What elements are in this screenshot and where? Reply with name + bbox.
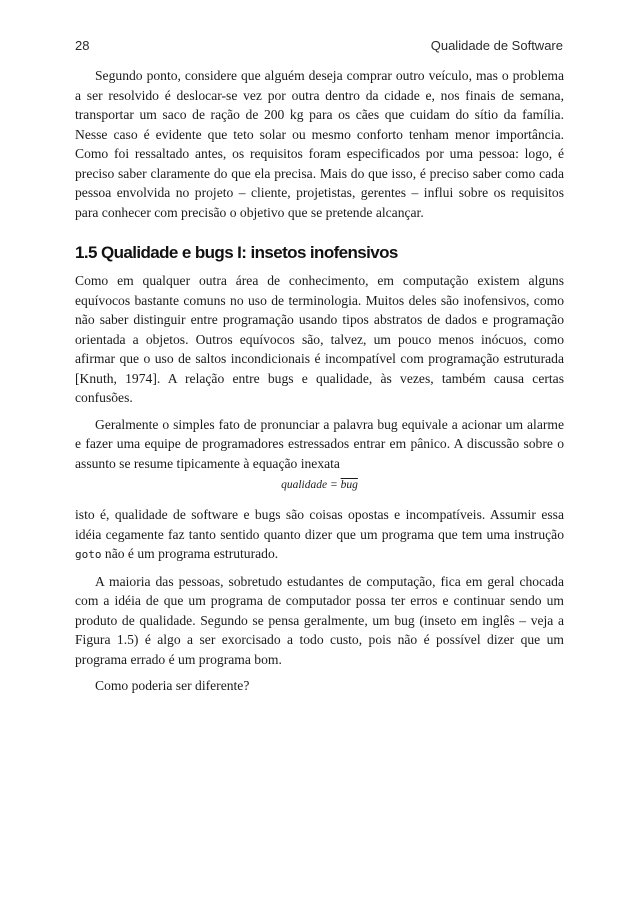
paragraph-6: Como poderia ser diferente? — [95, 678, 250, 693]
running-header — [75, 38, 563, 56]
page-number: 28 — [75, 38, 90, 53]
body-text — [75, 66, 564, 696]
equation-lhs: qualidade — [281, 479, 328, 491]
paragraph-3: Geralmente o simples fato de pronunciar a palavra bug equivale a acionar um alarme e fazer uma equipe de programadores estressados entrar em pânico. A discussão sobre o assunto se resume tipicamente à equação inexata — [75, 416, 564, 471]
paragraph-4-text-a: isto é, qualidade de software e bugs são coisas opostas e incompatíveis. Assumir essa idéia cegamente faz tanto sentido quanto dizer que um programa que tem uma instrução — [75, 507, 564, 542]
equation-rhs: $\overline{bug}$ — [340, 479, 358, 491]
section-heading: 1.5 Qualidade e bugs I: insetos inofensivos — [75, 243, 398, 262]
goto-keyword: goto — [75, 548, 102, 561]
equation-operator: = — [329, 479, 338, 491]
paragraph-5: A maioria das pessoas, sobretudo estudantes de computação, fica em geral chocada com a idéia de que um programa de computador possa ter erros e continuar sendo um produto de qualidade. Segundo se pensa geralmente, um bug (inseto em inglês – veja a Figura 1.5) é algo a ser exorcisado a todo custo, pois não é possível dizer que um programa errado é um programa bom. — [75, 573, 564, 667]
running-title: Qualidade de Software — [430, 38, 563, 53]
equation — [75, 476, 564, 494]
paragraph-1: Segundo ponto, considere que alguém deseja comprar outro veículo, mas o problema a ser resolvido é deslocar-se vez por outra dentro da cidade e, nos finais de semana, transportar um saco de ração de 200 kg para os cães que cuidam do sítio da família. Nesse caso é evidente que teto solar ou mesmo conforto tenham menor importância. Como foi ressaltado antes, os requisitos foram especificados por uma pessoa: logo, é preciso saber claramente do que ela precisa. Mais do que isso, é preciso saber como cada pessoa envolvida no projeto – cliente, projetistas, gerentes – influi sobre os requisitos para conhecer com precisão o objetivo que se pretende alcançar. — [75, 68, 564, 220]
paragraph-2: Como em qualquer outra área de conhecimento, em computação existem alguns equívocos bastante comuns no uso de terminologia. Muitos deles são inofensivos, como não saber distinguir entre programação usando tipos abstratos de dados e programação orientada a objetos. Outros equívocos são, talvez, um pouco menos inócuos, como afirmar que o uso de saltos incondicionais é incompatível com programação estruturada [Knuth, 1974]. A relação entre bugs e qualidade, às vezes, também causa certas confusões. — [75, 273, 564, 405]
paragraph-4 — [75, 505, 564, 565]
paragraph-4-text-b: não é um programa estruturado. — [101, 546, 279, 561]
